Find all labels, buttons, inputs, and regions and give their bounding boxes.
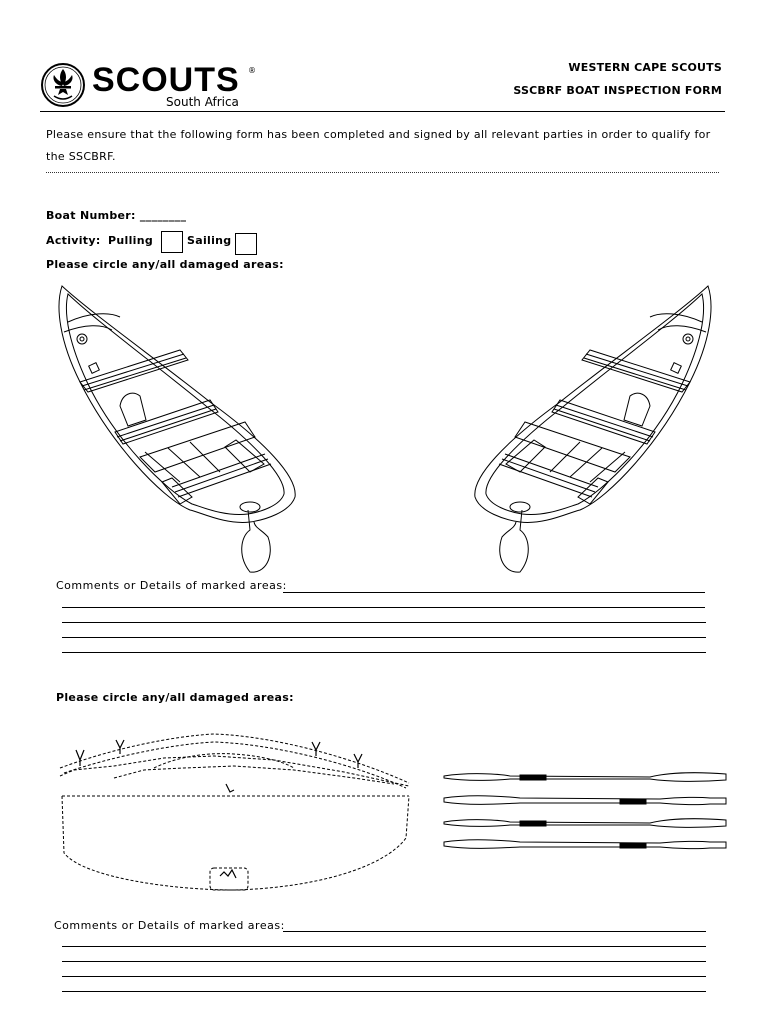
comment-line[interactable]: [62, 976, 706, 977]
comment-line[interactable]: [62, 652, 706, 653]
oar-1: [444, 773, 726, 782]
oar-3: [444, 819, 726, 828]
intro-divider: [46, 172, 719, 173]
comment-line[interactable]: [62, 961, 706, 962]
boat-top-view-right-diagram[interactable]: [470, 282, 720, 577]
logo-wordmark: SCOUTS: [92, 61, 240, 99]
logo-subtitle: South Africa: [166, 95, 239, 109]
activity-label: Activity:: [46, 234, 101, 247]
organization-name: WESTERN CAPE SCOUTS: [568, 61, 722, 74]
comment-line[interactable]: [62, 991, 706, 992]
oar-4: [444, 840, 726, 849]
rowlock-icon: [116, 740, 124, 754]
comment-line[interactable]: [62, 637, 706, 638]
comment-line[interactable]: [62, 607, 705, 608]
circle-damage-prompt-1: Please circle any/all damaged areas:: [46, 258, 284, 271]
comments-label-2: Comments or Details of marked areas:: [54, 919, 285, 932]
pulling-checkbox[interactable]: [161, 231, 183, 253]
comments-label-1: Comments or Details of marked areas:: [56, 579, 287, 592]
comment-line[interactable]: [283, 592, 705, 593]
sailing-label: Sailing: [187, 234, 232, 247]
comment-line[interactable]: [283, 931, 706, 932]
boat-number-field[interactable]: Boat Number: ________: [46, 209, 187, 222]
header-divider: [40, 111, 725, 112]
sailing-checkbox[interactable]: [235, 233, 257, 255]
boat-top-view-left-diagram[interactable]: [50, 282, 300, 577]
oars-diagram[interactable]: [440, 770, 730, 860]
comment-line[interactable]: [62, 622, 706, 623]
rowlock-icon: [354, 754, 362, 768]
boat-side-view-diagram[interactable]: [54, 728, 414, 893]
fleur-de-lis-emblem-icon: [40, 62, 86, 108]
circle-damage-prompt-2: Please circle any/all damaged areas:: [56, 691, 294, 704]
rowlock-icon: [76, 750, 84, 766]
intro-text: Please ensure that the following form has been completed and signed by all relevant parties in order to qualify for the SSCBRF.: [46, 128, 711, 163]
scouts-logo: [40, 62, 255, 112]
form-title: SSCBRF BOAT INSPECTION FORM: [513, 84, 722, 97]
registered-mark: ®: [248, 66, 256, 75]
oar-2: [444, 796, 726, 805]
pulling-label: Pulling: [108, 234, 154, 247]
rowlock-icon: [312, 742, 320, 756]
comment-line[interactable]: [62, 946, 706, 947]
